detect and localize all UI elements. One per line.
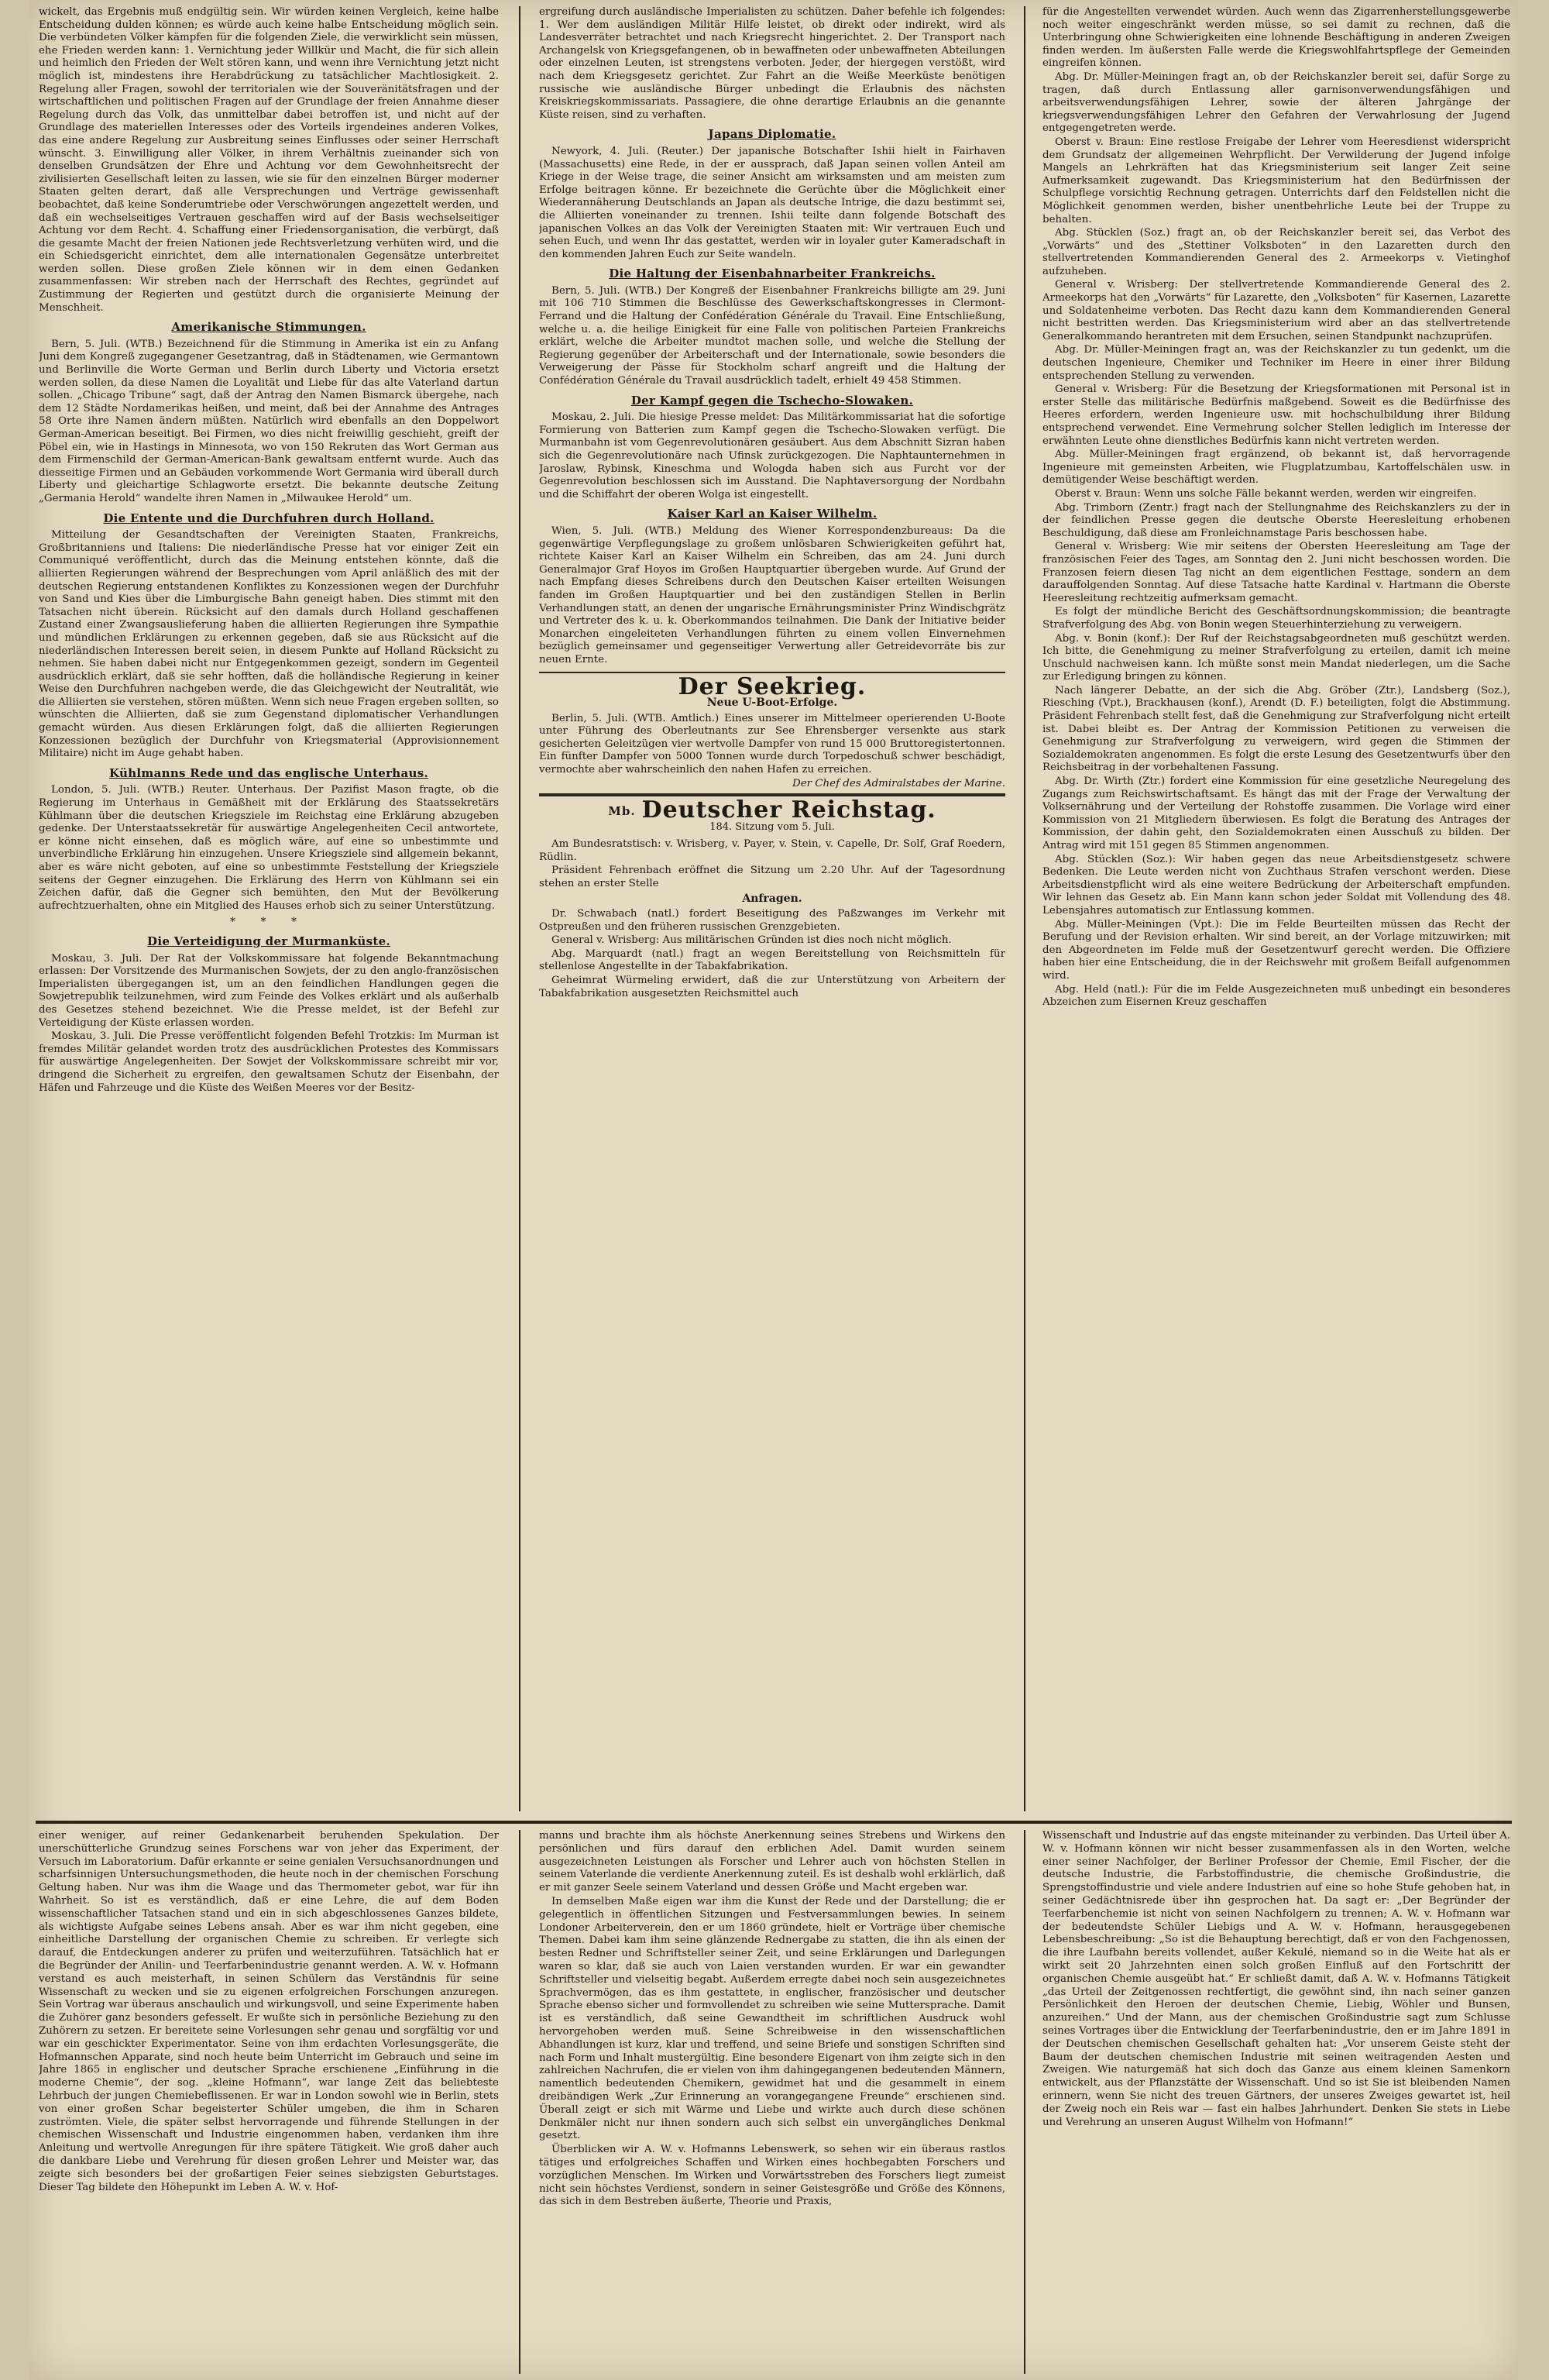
headline-japans-diplomatie: Japans Diplomatie. [708, 127, 836, 142]
article-paragraph: Newyork, 4. Juli. (Reuter.) Der japanische Botschafter Ishii hielt in Fairhaven (Massachusetts) eine Rede, in der er aussprach, daß Japan seinen vollen Anteil am Kriege in der Weise trage, die seiner Ansicht am wirksamsten und am meisten zum Erfolge beitragen könne. Er bezeichnete die Gerüchte über die Möglichkeit einer Wiederannäherung Deutschlands an Japan als deutsche Intrige, die dazu bestimmt sei, die Alliierten voneinander zu trennen. Ishii teilte dann folgende Botschaft des japanischen Volkes an das Volk der Vereinigten Staaten mit: Wir vertrauen Euch und sehen Euch, und wenn Ihr das gestattet, werden wir in loyaler guter Kameradschaft in den kommenden Jahren Euch zur Seite wandeln. [539, 145, 1005, 260]
subheadline-anfragen: Anfragen. [742, 892, 802, 905]
feuilleton-column-2 [539, 1830, 1005, 2374]
article-paragraph: General v. Wrisberg: Wie mir seitens der Obersten Heeresleitung am Tage der französischen Feier des Tages, am Sonntag den 2. Juni nicht beschossen worden. Die Franzosen feiern diesen Tag nicht an dem eigentlichen Festtage, sondern an dem darauffolgenden Sonntag. Auf diese Tatsache hatte Kardinal v. Hartmann die Oberste Heeresleitung rechtzeitig aufmerksam gemacht. [1042, 541, 1510, 604]
article-paragraph: Bern, 5. Juli. (WTB.) Bezeichnend für die Stimmung in Amerika ist ein zu Anfang Juni dem Kongreß zugegangener Gesetzantrag, daß in Städtenamen, wie Germantown und Berlinville die Worte German und Berlin durch Liberty und Victoria ersetzt werden sollen, da diese Namen die Loyalität und Liebe für das alte Vaterland dartun sollen. „Chicago Tribune“ sagt, daß der Antrag den Namen Bismarck übergehe, nach dem 12 Städte Nordamerikas heißen, und meint, daß bei der Annahme des Antrages 58 Orte ihre Namen ändern müßten. Natürlich wird ebenfalls an den Doppelwort German-American beseitigt. Bei Firmen, wo dies nicht freiwillig geschieht, greift der Pöbel ein, wie in Hastings in Minnesota, wo von 150 Rekruten das Wort German aus dem Firmenschild der German-American-Bank gewaltsam entfernt wurde. Auch das diesseitige Firmen und an Gebäuden vorkommende Wort Germania wird überall durch Liberty und gleichartige Schlagworte ersetzt. Die bekannte deutsche Zeitung „Germania Herold“ wandelte ihren Namen in „Milwaukee Herold“ um. [39, 338, 499, 504]
article-paragraph: Abg. Dr. Wirth (Ztr.) fordert eine Kommission für eine gesetzliche Neuregelung des Zugangs zum Reichswirtschaftsamt. Es hängt das mit der Frage der Verwaltung der Volksernährung und der Verteilung der Rohstoffe zusammen. Die Vorlage wird einer Kommission von 21 Mitgliedern überwiesen. Es folgt die Beratung des Antrages der Kommission, der dahin geht, den Sozialdemokraten einen Ausschuß zu bilden. Der Antrag wird mit 151 gegen 85 Stimmen angenommen. [1042, 776, 1510, 851]
article-continuation: wickelt, das Ergebnis muß endgültig sein. Wir würden keinen Vergleich, keine halbe Entscheidung dulden können; es würde auch keine halbe Entscheidung möglich sein. Die verbündeten Völker kämpfen für die folgenden Ziele, die verwirklicht sein müssen, ehe Frieden werden kann: 1. Vernichtung jeder Willkür und Macht, die für sich allein und heimlich den Frieden der Welt stören kann, und wenn ihre Vernichtung jetzt nicht möglich ist, mindestens ihre Herabdrückung zu tatsächlicher Machtlosigkeit. 2. Regelung aller Fragen, sowohl der territorialen wie der Souveränitätsfragen und der wirtschaftlichen und politischen Fragen auf der Grundlage der freien Annahme dieser Regelung durch das Volk, das unmittelbar dabei betroffen ist, und nicht auf der Grundlage des materiellen Interesses oder des Vorteils irgendeines anderen Volkes, das eine andere Regelung zur Ausbreitung seines Einflusses oder seiner Herrschaft wünscht. 3. Einwilligung aller Völker, in ihrem Verhältnis zueinander sich von denselben Grundsätzen der Ehre und Achtung vor dem Gewohnheitsrecht der zivilisierten Gesellschaft leiten zu lassen, wie sie für den einzelnen Bürger moderner Staaten gelten derart, daß alle Versprechungen und Verträge gewissenhaft beobachtet, daß keine Sonderumtriebe oder Verschwörungen angezettelt werden, und daß ein wechselseitiges Vertrauen geschaffen wird auf der Basis wechselseitiger Achtung vor dem Recht. 4. Schaffung einer Friedensorganisation, die verbürgt, daß die gesamte Macht der freien Nationen jede Rechtsverletzung verhüten wird, und die ein Schiedsgericht einrichtet, dem alle internationalen Gegensätze unterbreitet werden sollen. Diese großen Ziele können wir in dem einen Gedanken zusammenfassen: Wir streben nach der Herrschaft des Rechtes, gegründet auf Zustimmung der Regierten und gestützt durch die organisierte Meinung der Menschheit. [39, 6, 499, 314]
article-paragraph: Präsident Fehrenbach eröffnet die Sitzung um 2.20 Uhr. Auf der Tagesordnung stehen an erster Stelle [539, 865, 1005, 889]
section-separator: * * * [230, 916, 307, 929]
article-paragraph: Abg. Müller-Meiningen (Vpt.): Die im Felde Beurteilten müssen das Recht der Berufung und der Revision erhalten. Wir sind bereit, an der Vorlage mitzuwirken; mit den Abgeordneten im Felde muß der Gesetzentwurf gerecht werden. Die Offiziere haben hier eine Entscheidung, die in der Reichswehr mit großem Beifall aufgenommen wird. [1042, 918, 1510, 982]
source-mark: Mb. [608, 803, 636, 818]
feuilleton-rule [36, 1821, 1512, 1824]
session-label: 184. Sitzung vom 5. Juli. [709, 820, 835, 833]
feuilleton-paragraph: einer weniger, auf reiner Gedankenarbeit beruhenden Spekulation. Der unerschütterliche Grundzug seines Forschens war von jeher das Experiment, der Versuch im Laboratorium. Dafür erkannte er seine genialen Versuchsanordnungen und scharfsinnigen Untersuchungsmethoden, die heute noch in der chemischen Forschung Geltung haben. Nur was ihm die Waage und das Thermometer gebot, war für ihn Wahrheit. So ist es verständlich, daß er eine Lehre, die auf dem Boden wissenschaftlicher Tatsachen stand und ein in sich abgeschlossenes Ganzes bildete, als wichtigste Aufgabe seines Lebens ansah. Aber es war ihm nicht gegeben, eine einheitliche Darstellung der organischen Chemie zu schreiben. Er verlegte sich darauf, die Entdeckungen anderer zu prüfen und weiterzuführen. Tatsächlich hat er die Begründer der Anilin- und Teerfarbenindustrie genannt werden. A. W. v. Hofmann verstand es auch meisterhaft, in seinen Schülern das Verständnis für seine Wissenschaft zu wecken und sie zu eigenen erfolgreichen Forschungen anzuregen. Sein Vortrag war überaus anschaulich und wirkungsvoll, und seine Experimente haben die Zuhörer ganz besonders gefesselt. Er wußte sich in persönliche Beziehung zu den Zuhörern zu setzen. Er bereitete seine Vorlesungen sehr genau und sorgfältig vor und war ein geschickter Experimentator. Seine von ihm erdachten Vorlesungsgeräte, die Hofmannschen Apparate, sind noch heute beim Unterricht im Gebrauch und seine im Jahre 1865 in englischer und deutscher Sprache erschienene „Einführung in die moderne Chemie“, der sog. „kleine Hofmann“, war lange Zeit das beliebteste Lehrbuch der jungen Chemiebeflissenen. Er war in London sowohl wie in Berlin, stets von einer großen Schar begeisterter Schüler umgeben, die ihm in Scharen zuströmten. Viele, die später selbst hervorragende und führende Stellungen in der chemischen Wissenschaft und Industrie eingenommen haben, verdanken ihm ihre Anleitung und wertvolle Anregungen für ihre spätere Tätigkeit. Wie groß daher auch die dankbare Liebe und Verehrung für diesen großen Lehrer und Meister war, das zeigte sich besonders bei der großartigen Feier seines siebzigsten Geburtstages. Dieser Tag bildete den Höhepunkt im Leben A. W. v. Hof- [39, 1830, 499, 2193]
headline-kuehlmanns-rede: Kühlmanns Rede und das englische Unterhaus. [109, 765, 428, 780]
headline-kaiser-karl: Kaiser Karl an Kaiser Wilhelm. [667, 507, 878, 521]
feuilleton-paragraph: manns und brachte ihm als höchste Anerkennung seines Strebens und Wirkens den persönlichen und fürs darauf den erblichen Adel. Damit wurden seinem ausgezeichneten Leistungen als Forscher und Lehrer auch von höchsten Stellen in seinem Vaterlande die verdiente Anerkennung zuteil. Es ist deshalb wohl erklärlich, daß er mit ganzer Seele seinem Vaterland und dessen Größe und Macht ergeben war. [539, 1830, 1005, 1894]
article-paragraph: Berlin, 5. Juli. (WTB. Amtlich.) Eines unserer im Mittelmeer operierenden U-Boote unter Führung des Oberleutnants zur See Ehrensberger versenkte aus stark gesicherten Geleitzügen vier wertvolle Dampfer von rund 15 000 Bruttoregistertonnen. Ein fünfter Dampfer von 5000 Tonnen wurde durch Torpedoschuß schwer beschädigt, vermochte aber wahrscheinlich den nahen Hafen zu erreichen. [539, 712, 1005, 776]
section-rule [539, 793, 1005, 796]
article-paragraph: Nach längerer Debatte, an der sich die Abg. Gröber (Ztr.), Landsberg (Soz.), Riesching (Vpt.), Brackhausen (konf.), Arendt (D. F.) beteiligten, folgt die Abstimmung. Präsident Fehrenbach stellt fest, daß die Genehmigung zur Strafverfolgung nicht erteilt ist. Dabei bleibt es. Der Antrag der Kommission Petitionen zu verweisen die Genehmigung zur Strafverfolgung zu verweigern, wird gegen die Stimmen der Sozialdemokraten angenommen. Es folgt die erste Lesung des Gesetzentwurfs über den Reichsbeitrag in der vorbehaltenen Fassung. [1042, 684, 1510, 774]
headline-entente-holland: Die Entente und die Durchfuhren durch Holland. [103, 511, 434, 525]
feuilleton-paragraph: In demselben Maße eigen war ihm die Kunst der Rede und der Darstellung; die er gelegentlich in öffentlichen Sitzungen und Festversammlungen bewies. In seinem Londoner Arbeiterverein, den er um 1860 gründete, hielt er Vorträge über chemische Themen. Dabei kam ihm seine glänzende Rednergabe zu statten, die ihn als einen der besten Redner und Schriftsteller seiner Zeit, und seine Erklärungen und Darlegungen waren so klar, daß sie auch von Laien verstanden wurden. Er war ein gewandter Schriftsteller und vielseitig begabt. Außerdem erregte dabei noch sein ausgezeichnetes Sprachvermögen, das es ihm gestattete, in englischer, französischer und deutscher Sprache ebenso sicher und formvollendet zu schreiben wie seine Muttersprache. Damit ist es verständlich, daß seine Gewandtheit im schriftlichen Ausdruck wohl hervorgehoben werden muß. Seine Schreibweise in den wissenschaftlichen Abhandlungen ist kurz, klar und treffend, und seine Briefe und sonstigen Schriften sind nach Form und Inhalt mustergültig. Eine besondere Eigenart von ihm zeigte sich in den zahlreichen Nachrufen, die er vielen von ihm dahingegangenen bedeutenden Männern, namentlich bedeutenden Chemikern, gewidmet hat und die gesammelt in einem dreibändigen Werk „Zur Erinnerung an vorangegangene Freunde“ erschienen sind. Überall zeigt er sich mit Wärme und Liebe und wirkte auch durch diese schönen Denkmäler nicht nur ihnen sondern auch sich selbst ein unvergängliches Denkmal gesetzt. [539, 1895, 1005, 2142]
article-paragraph: Wien, 5. Juli. (WTB.) Meldung des Wiener Korrespondenzbureaus: Da die gegenwärtige Verpflegungslage zu großem unlösbaren Schwierigkeiten geführt hat, richtete Kaiser Karl an Kaiser Wilhelm ein Schreiben, das am 24. Juni durch Generalmajor Graf Hoyos im Großen Hauptquartier übergeben wurde. Auf Grund der nach Empfang dieses Schreibens durch den Deutschen Kaiser erteilten Weisungen fanden im Großen Hauptquartier und bei den zuständigen Stellen in Berlin Verhandlungen statt, an denen der ungarische Ernährungsminister Prinz Windischgrätz und Vertreter des k. u. k. Oberkommandos teilnahmen. Die Dank der Initiative beider Monarchen eingeleiteten Verhandlungen führten zu einem vollen Einvernehmen bezüglich gemeinsamer und gegenseitiger Verwertung aller Getreidevorräte bis zur neuen Ernte. [539, 524, 1005, 666]
article-paragraph: Moskau, 3. Juli. Die Presse veröffentlicht folgenden Befehl Trotzkis: Im Murman ist fremdes Militär gelandet worden trotz des ausdrücklichen Protestes des Kommissars für auswärtige Angelegenheiten. Der Sowjet der Volkskommissare schreibt mir vor, dringend die Sicherheit zu ergreifen, den gewaltsamen Schutz der Eisenbahn, der Häfen und Fahrzeuge und die Küste des Weißen Meeres vor der Besitz- [39, 1030, 499, 1094]
article-paragraph: Abg. Dr. Müller-Meiningen fragt an, ob der Reichskanzler bereit sei, dafür Sorge zu tragen, daß durch Entlassung aller garnisonverwendungsfähigen und arbeitsverwendungsfähigen Lehrer, sowie der älteren Jahrgänge der kriegsverwendungsfähigen Lehrer den Gefahren der Verwahrlosung der Jugend entgegengetreten werde. [1042, 71, 1510, 135]
column-2 [539, 6, 1005, 1816]
feuilleton-paragraph: Überblicken wir A. W. v. Hofmanns Lebenswerk, so sehen wir ein überaus rastlos tätiges und erfolgreiches Schaffen und Wirken eines hochbegabten Forschers und vorzüglichen Menschen. Im Wirken und Vorwärtsstreben des Forschers liegt zumeist nicht sein höchstes Verdienst, sondern in seiner Geistesgröße und Größe des Könnens, das sich in dem Bestreben äußerte, Theorie und Praxis, [539, 2144, 1005, 2208]
article-paragraph: London, 5. Juli. (WTB.) Reuter. Unterhaus. Der Pazifist Mason fragte, ob die Regierung im Unterhaus in Gemäßheit mit der Erklärung des Staatssekretärs Kühlmann über die deutschen Kriegsziele im Reichstag eine Erklärung abzugeben gedenke. Der Unterstaatssekretär für auswärtige Angelegenheiten Cecil antwortete, er könne nicht einsehen, daß es möglich wäre, auf eine so unbestimmte und unverbindliche Erklärung hin einzugehen. Unsere Kriegsziele sind allgemein bekannt, aber es wäre nicht geboten, auf eine so unbestimmte Feststellung der Kriegsziele seitens der Gegner einzugehen. Die Erklärung des Herrn von Kühlmann sei ein Zeichen dafür, daß die Gegner sich bemühten, den Mut der Bevölkerung aufrechtzuerhalten, ohne ein Mitglied des Hauses erhob sich zu seiner Unterstützung. [39, 784, 499, 912]
headline-seekrieg: Der Seekrieg. [678, 672, 867, 700]
article-paragraph: Abg. Dr. Müller-Meiningen fragt an, was der Reichskanzler zu tun gedenkt, um die deutschen Ingenieure, Chemiker und Techniker im Heere in einer ihrer Bildung entsprechenden Stellung zu verwenden. [1042, 344, 1510, 382]
article-paragraph: Abg. Held (natl.): Für die im Felde Ausgezeichneten muß unbedingt ein besonderes Abzeichen zum Eisernen Kreuz geschaffen [1042, 983, 1510, 1009]
article-paragraph: Abg. v. Bonin (konf.): Der Ruf der Reichstagsabgeordneten muß geschützt werden. Ich bitte, die Genehmigung zu meiner Strafverfolgung zu erteilen, damit ich meine Unschuld nachweisen kann. Ich müßte sonst mein Mandat niederlegen, um die Sache zur Erledigung bringen zu können. [1042, 632, 1510, 683]
article-continuation: ergreifung durch ausländische Imperialisten zu schützen. Daher befehle ich folgendes: 1. Wer dem ausländigen Militär Hilfe leistet, ob direkt oder indirekt, wird als Landesverräter betrachtet und nach Kriegsrecht hingerichtet. 2. Der Transport nach Archangelsk von Kriegsgefangenen, ob in bewaffneten oder unbewaffneten Abteilungen oder einzelnen Leuten, ist strengstens verboten. Jeder, der hiergegen verstößt, wird nach dem Kriegsgesetz gerichtet. Zur Fahrt an die Weiße Meerküste benötigen russische wie ausländische Bürger unbedingt die Erlaubnis des nächsten Kreiskriegskommissariats. Passagiere, die ohne derartige Erlaubnis an die genannte Küste reisen, sind zu verhaften. [539, 6, 1005, 121]
article-paragraph: Bern, 5. Juli. (WTB.) Der Kongreß der Eisenbahner Frankreichs billigte am 29. Juni mit 106 710 Stimmen die Beschlüsse des Gewerkschaftskongresses in Clermont-Ferrand und die Haltung der Confédération Générale du Travail. Eine Entschließung, welche u. a. die heilige Einigkeit für eine Falle von politischen Parteien Frankreichs erklärt, welche die Arbeiter mundtot machen solle, und welche die Stellung der Regierung gegenüber der Arbeiterschaft und der Internationale, sowie besonders die Verweigerung der Pässe für Stockholm scharf angreift und die Haltung der Confédération Générale du Travail ausdrücklich tadelt, erhielt 49 458 Stimmen. [539, 284, 1005, 387]
column-1 [39, 6, 499, 1816]
column-rule [1024, 1830, 1025, 2374]
feuilleton-column-3 [1042, 1830, 1510, 2374]
article-paragraph: Oberst v. Braun: Wenn uns solche Fälle bekannt werden, werden wir eingreifen. [1055, 487, 1477, 500]
section-rule [539, 672, 1005, 673]
article-paragraph: Es folgt der mündliche Bericht des Geschäftsordnungskommission; die beantragte Strafverfolgung des Abg. von Bonin wegen Steuerhinterziehung zu verweigern. [1042, 606, 1510, 631]
column-rule [519, 6, 520, 1811]
article-paragraph: Moskau, 2. Juli. Die hiesige Presse meldet: Das Militärkommissariat hat die sofortige Formierung von Batterien zum Kampf gegen die Tschecho-Slowaken verfügt. Die Murmanbahn ist vom Gegenrevolutionären gesäubert. Aus dem Abschnitt Sizran haben sich die Gegenrevolutionäre nach Ufinsk zurückgezogen. Die Naphtaunternehmen in Jaroslaw, Rybinsk, Kineschma und Wologda haben sich aus Furcht vor der Gegenrevolution beschlossen sich im Ausstand. Die Naphtaversorgung der Nordbahn und die Schiffahrt der oberen Wolga ist eingestellt. [539, 411, 1005, 500]
article-paragraph: Abg. Müller-Meiningen fragt ergänzend, ob bekannt ist, daß hervorragende Ingenieure mit gemeinsten Arbeiten, wie Flugplatzumbau, Kartoffelschälen usw. in demütigender Weise beschäftigt werden. [1042, 449, 1510, 487]
headline-amerikanische-stimmungen: Amerikanische Stimmungen. [171, 320, 366, 335]
headline-tschecho-slowaken: Der Kampf gegen die Tschecho-Slowaken. [630, 393, 914, 408]
feuilleton-column-1 [39, 1830, 499, 2374]
article-paragraph: Abg. Marquardt (natl.) fragt an wegen Bereitstellung von Reichsmitteln für stellenlose Angestellte in der Tabakfabrikation. [539, 948, 1005, 973]
headline-text: Deutscher Reichstag. [641, 796, 936, 824]
article-signature: Der Chef des Admiralstabes der Marine. [792, 777, 1005, 789]
article-paragraph: Abg. Stücklen (Soz.): Wir haben gegen das neue Arbeitsdienstgesetz schwere Bedenken. Die Leute werden nicht von Zuchthaus Strafen verschont werden. Diese Arbeitsdienstpflicht wird als eine weitere Bedrückung der Arbeiterschaft empfunden. Wir lehnen das Gesetz ab. Ein Mann kann schon jeder Soldat mit Vollendung des 48. Lebensjahres automatisch zur Entlassung kommen. [1042, 853, 1510, 917]
article-paragraph: General v. Wrisberg: Aus militärischen Gründen ist dies noch nicht möglich. [551, 934, 952, 947]
feuilleton-paragraph: Wissenschaft und Industrie auf das engste miteinander zu verbinden. Das Urteil über A. W. v. Hofmann können wir nicht besser zusammenfassen als in den Worten, welche einer seiner Nachfolger, der Berliner Professor der Chemie, Emil Fischer, der die deutsche Industrie, die Farbstoffindustrie, die chemische Großindustrie, die Sprengstoffindustrie und viele andere Industrien auf eine so hohe Stufe gehoben hat, in seiner Gedächtnisrede über ihn gesprochen hat. Da sagt er: „Der Begründer der Teerfarbenchemie ist nicht von seinen Nachfolgern zu trennen; A. W. v. Hofmann war der bedeutendste Schüler Liebigs und A. W. v. Hofmann, herausgegebenen Lebensbeschreibung: „So ist die Behauptung berechtigt, daß er von den Fachgenossen, die ihre Laufbahn bereits vollendet, außer Kekulé, niemand so in die Weite hat als er wirkt seit 20 Jahrzehnten einen solch großen Einfluß auf den Fortschritt der organischen Chemie ausgeübt hat.“ Er schließt damit, daß A. W. v. Hofmanns Tätigkeit „das Urteil der Zeitgenossen rechtfertigt, die gewöhnt sind, ihn nach seiner ganzen Persönlichkeit den Heroen der deutschen Chemie, Liebig, Wöhler und Bunsen, anzureihen.“ Und der Mann, aus der chemischen Großindustrie sagt zum Schlusse seines Vortrages über die Entwicklung der Teerfarbenindustrie, den er im Jahre 1891 in der Deutschen chemischen Gesellschaft gehalten hat: „Vor unserem Geiste steht der Baum der deutschen chemischen Industrie mit seinen weitragenden Aesten und Zweigen. Wie naturgemäß hat sich doch das Ganze aus einem kleinen Samenkorn entwickelt, aus der Pflanzstätte der Wissenschaft. Und so ist Sie ist bleibenden Namen erinnern, wenn Sie nicht des treuen Gärtners, der unseres Zweiges gewartet ist, heil der Zweig noch ein Reis war — fast ein halbes Jahrhundert. Denken Sie stets in Liebe und Verehrung an unseren August Wilhelm von Hofmann!“ [1042, 1830, 1510, 2128]
article-paragraph: Abg. Trimborn (Zentr.) fragt nach der Stellungnahme des Reichskanzlers zu der in der feindlichen Presse gegen die deutsche Oberste Heeresleitung erhobenen Beschuldigung, daß diese am Fronleichnamstage Paris beschossen habe. [1042, 501, 1510, 539]
article-paragraph: Abg. Stücklen (Soz.) fragt an, ob der Reichskanzler bereit sei, das Verbot des „Vorwärts“ und des „Stettiner Volksboten“ in den Lazaretten durch den stellvertretenden Kommandierenden General des 2. Armeekorps v. Vietinghof aufzuheben. [1042, 227, 1510, 277]
headline-deutscher-reichstag [539, 796, 1005, 824]
article-paragraph: für die Angestellten verwendet würden. Auch wenn das Zigarrenherstellungsgewerbe noch weiter eingeschränkt werden müsse, so sei damit zu rechnen, daß die Unterbringung ohne Schwierigkeiten eine lohnende Beschäftigung in anderen Zweigen finden werden. Im äußersten Falle werde die Kriegswohlfahrtspflege der Gemeinden eingreifen können. [1042, 6, 1510, 70]
article-paragraph: Mitteilung der Gesandtschaften der Vereinigten Staaten, Frankreichs, Großbritanniens und Italiens: Die niederländische Presse hat vor einiger Zeit ein Communiqué veröffentlicht, durch das die Meinung entstehen könnte, daß die alliierten Regierungen während der Besprechungen vom April anläßlich des mit der deutschen Regierung entstandenen Konfliktes zu Konzessionen wegen der Durchfuhr von Sand und Kies über die Limburgische Bahn geneigt haben. Dies stimmt mit den Tatsachen nicht überein. Rücksicht auf den damals durch Holland geschaffenen Zustand einer Zwangsauslieferung haben die alliierten Regierungen ihre Sympathie und mündlichen Erklärungen zu erkennen gegeben, daß sie aus Rücksicht auf die niederländischen Interessen bereit seien, in diesem Punkte auf Holland Rücksicht zu nehmen. Sie haben dabei nicht nur Entgegenkommen gezeigt, sondern im Gegenteil ausdrücklich erklärt, daß sie sehr hofften, daß die holländische Regierung in keiner Weise den Durchfuhren nachgeben werde, die das Gleichgewicht der Neutralität, wie die Alliierten sie verstehen, stören müßten. Wenn sich neue Fragen ergeben sollten, so wünschten die Alliierten, daß sie zum Gegenstand diplomatischer Verhandlungen gemacht würden. Aus diesen Erklärungen folgt, daß die alliierten Regierungen Konzessionen bezüglich der Durchfuhr von Kriegsmaterial (Approvisionnement Militaire) nicht im Auge gehabt haben. [39, 529, 499, 760]
newspaper-page [29, 0, 1518, 2380]
article-paragraph: Moskau, 3. Juli. Der Rat der Volkskommissare hat folgende Bekanntmachung erlassen: Der Vorsitzende des Murmanischen Sowjets, der zu den anglo-französischen Imperialisten übergegangen ist, um an den feindlichen Handlungen gegen die Sowjetrepublik teilzunehmen, wird zum Feinde des Volkes erklärt und als außerhalb des Gesetzes stehend bezeichnet. Wie die Presse meldet, ist der Befehl zur Verteidigung der Küste erlassen worden. [39, 952, 499, 1029]
headline-murmankueste: Die Verteidigung der Murmanküste. [147, 934, 390, 948]
article-paragraph: General v. Wrisberg: Der stellvertretende Kommandierende General des 2. Armeekorps hat den „Vorwärts“ für Lazarette, den „Volksboten“ für Kasernen, Lazarette und Soldatenheime verboten. Das Recht dazu kann dem Kommandierenden General nicht bestritten werden. Das Kriegsministerium wird aber an das stellvertretende Generalkommando herantreten mit dem Ersuchen, seinen Standpunkt nachzuprüfen. [1042, 279, 1510, 342]
column-rule [1024, 6, 1025, 1811]
article-paragraph: Geheimrat Würmeling erwidert, daß die zur Unterstützung von Arbeitern der Tabakfabrikation ausgesetzten Reichsmittel auch [539, 975, 1005, 999]
article-paragraph: General v. Wrisberg: Für die Besetzung der Kriegsformationen mit Personal ist in erster Stelle das militärische Bedürfnis maßgebend. Soweit es die Bedürfnisse des Heeres erfordern, werden Ingenieure usw. mit hochschulbildung ihrer Bildung entsprechend verwendet. Eine Vermehrung solcher Stellen lediglich im Interesse der erwähnten Leute ohne dienstliches Bedürfnis kann nicht vertreten werden. [1042, 383, 1510, 447]
column-rule [519, 1830, 520, 2374]
column-3 [1042, 6, 1510, 1816]
article-paragraph: Dr. Schwabach (natl.) fordert Beseitigung des Paßzwanges im Verkehr mit Ostpreußen und den früheren russischen Grenzgebieten. [539, 908, 1005, 933]
headline-eisenbahnarbeiter: Die Haltung der Eisenbahnarbeiter Frankreichs. [609, 267, 936, 281]
article-paragraph: Oberst v. Braun: Eine restlose Freigabe der Lehrer vom Heeresdienst widerspricht dem Grundsatz der allgemeinen Wehrpflicht. Der Verwilderung der Jugend infolge Mangels an Lehrkräften hat das Kriegsministerium seit langer Zeit seine Aufmerksamkeit zugewandt. Das Kriegsministerium hat den Bedürfnissen der Schulpflege vorsichtig Rechnung getragen. Unterrichts darf den Feldstellen nicht die Möglichkeit genommen werden, bisher unentbehrliche Leute bei der Truppe zu behalten. [1042, 136, 1510, 225]
article-paragraph: Am Bundesratstisch: v. Wrisberg, v. Payer, v. Stein, v. Capelle, Dr. Solf, Graf Roedern, Rüdlin. [539, 838, 1005, 863]
subheadline-u-boot-erfolge: Neue U-Boot-Erfolge. [706, 696, 838, 710]
